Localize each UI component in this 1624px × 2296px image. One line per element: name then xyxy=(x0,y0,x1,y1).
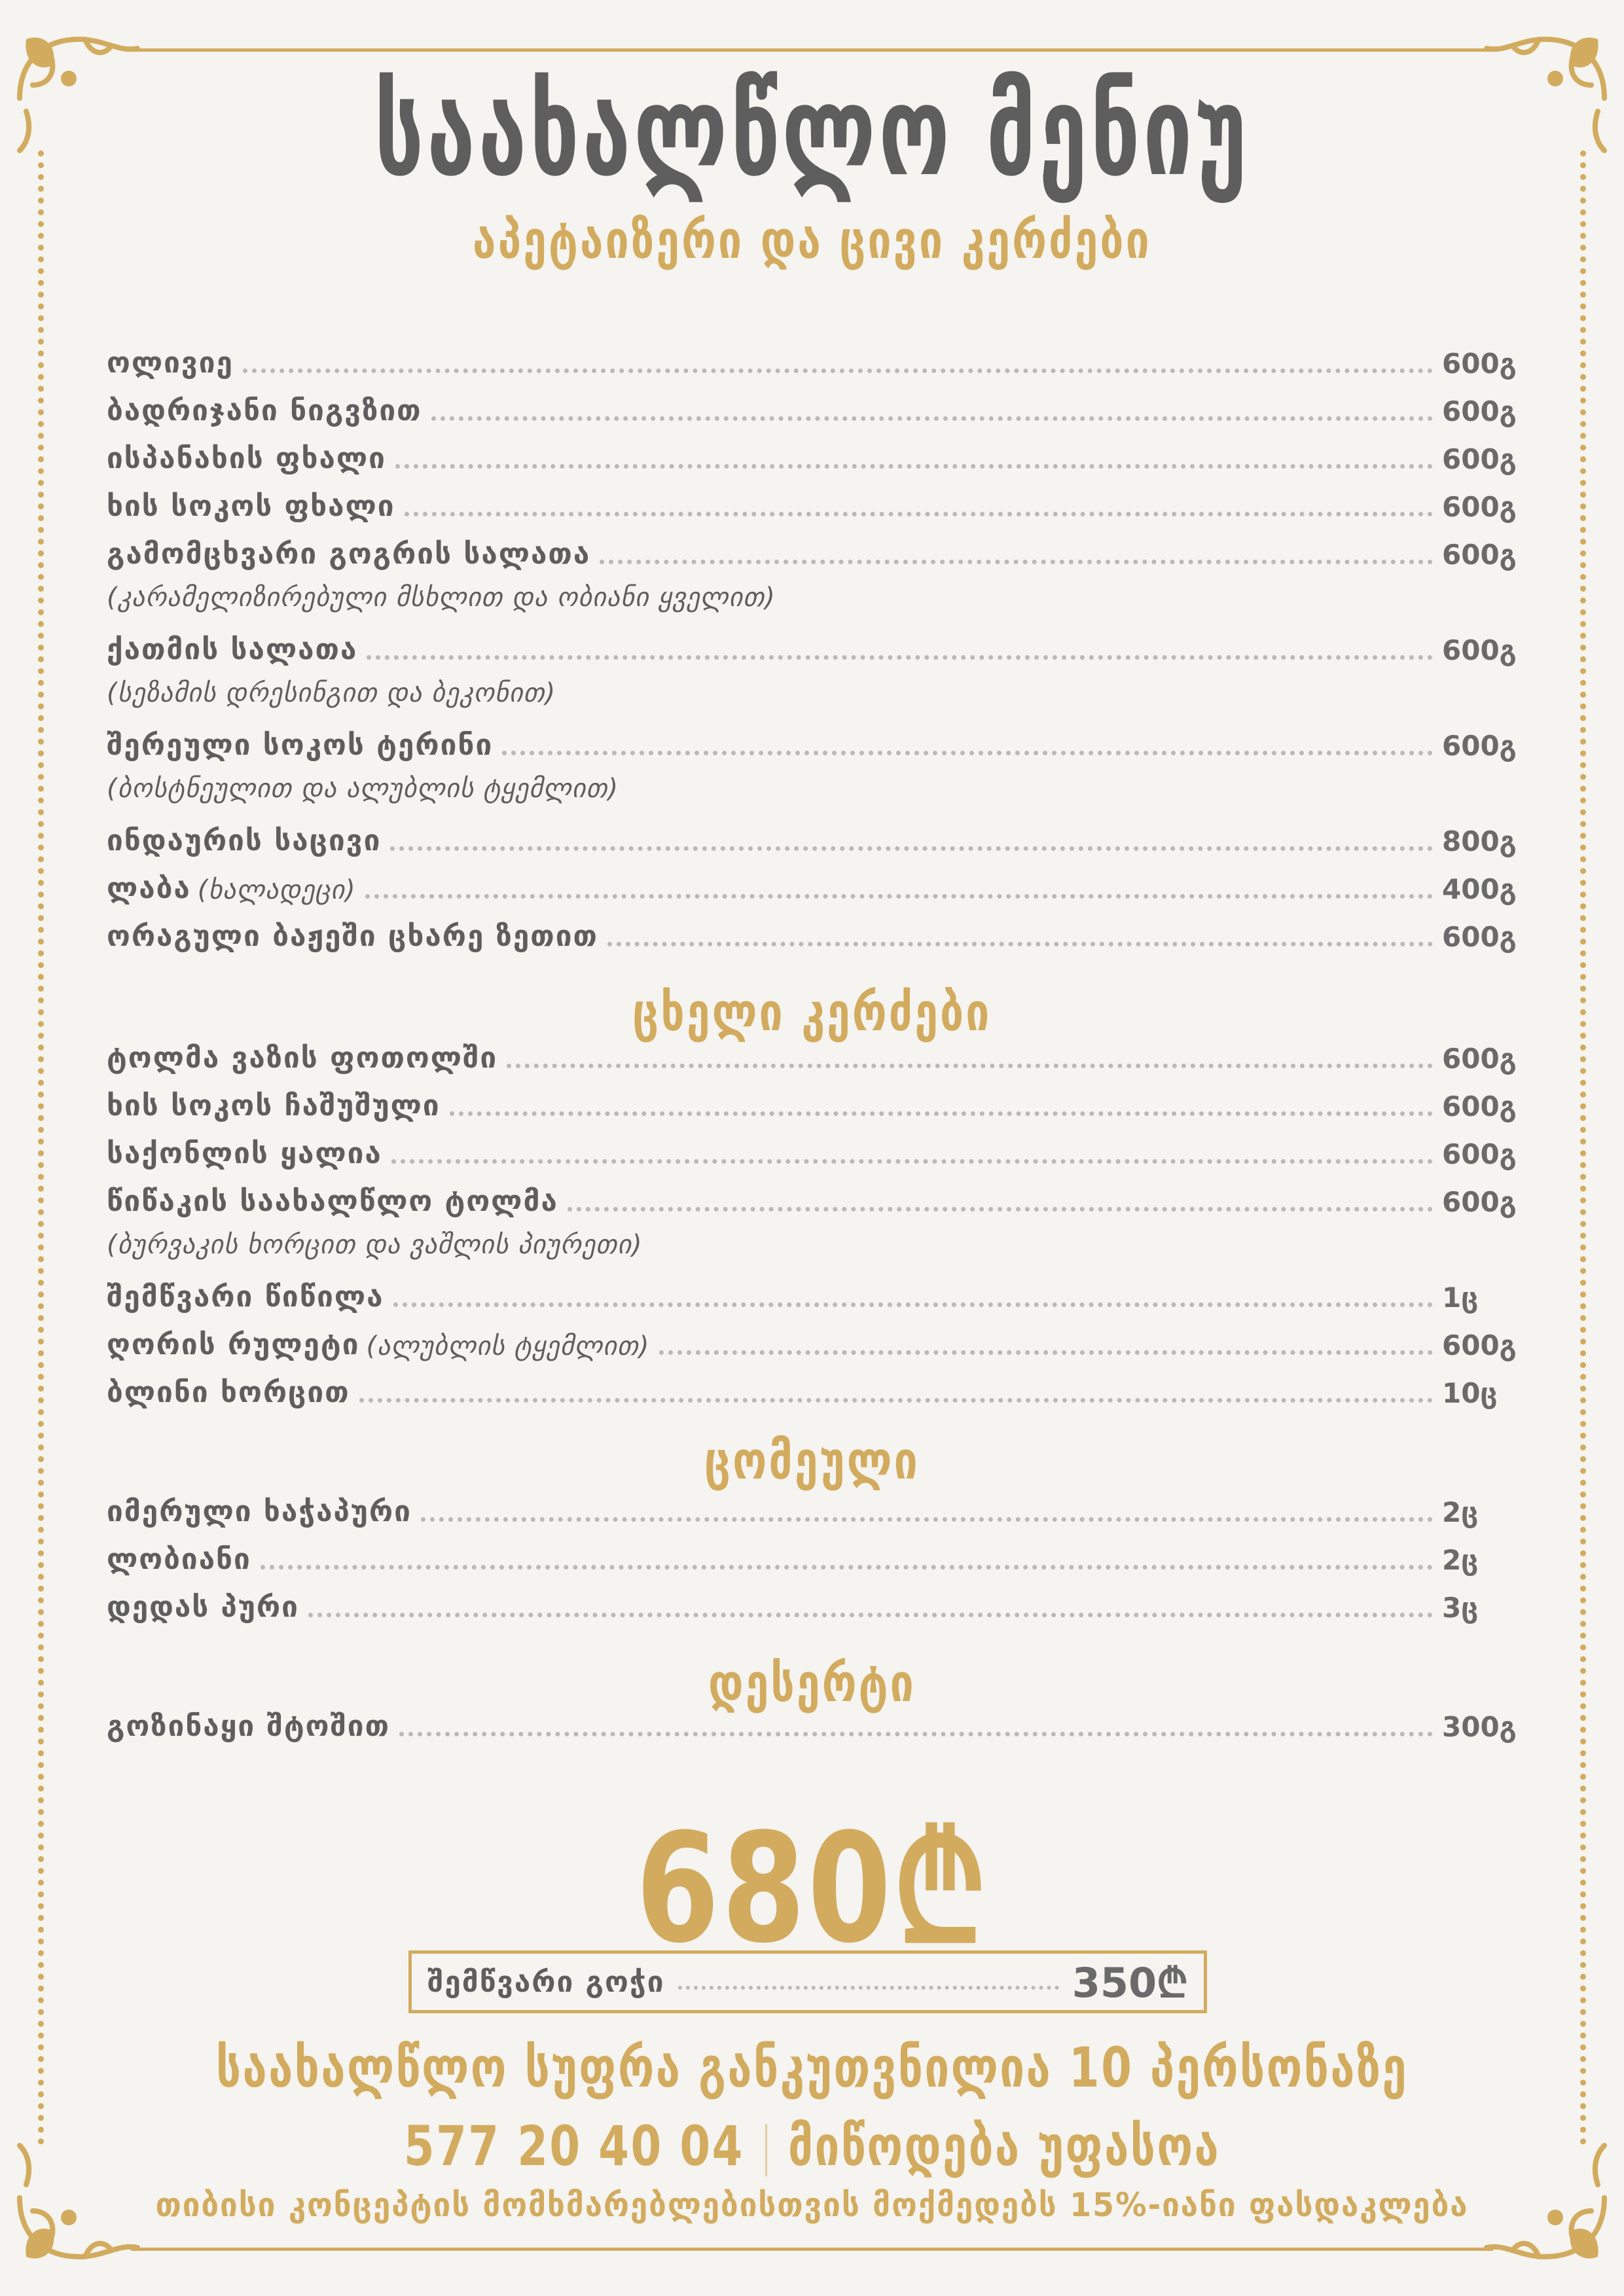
dot-leader xyxy=(405,512,1433,516)
item-price: 600გ xyxy=(1442,1186,1517,1218)
item-price: 600გ xyxy=(1442,634,1517,666)
item-name: დედას პური xyxy=(107,1590,299,1624)
menu-item xyxy=(107,1179,1517,1218)
item-price: 600გ xyxy=(1442,730,1517,762)
dot-leader xyxy=(568,1207,1433,1211)
item-name: ბლინი ხორცით xyxy=(107,1376,350,1409)
item-price: 600გ xyxy=(1442,348,1517,380)
menu-item xyxy=(107,531,1517,571)
item-name: საქონლის ყალია xyxy=(107,1137,382,1170)
section-heading: აპეტაიზერი და ცივი კერძები xyxy=(473,209,1151,270)
extra-item-box xyxy=(408,1950,1207,2013)
item-name: ლაბა xyxy=(107,872,191,905)
dot-leader xyxy=(399,1732,1433,1736)
item-price: 600გ xyxy=(1442,1090,1517,1122)
item-name: ტოლმა ვაზის ფოთოლში xyxy=(107,1041,498,1075)
menu-item xyxy=(107,866,1517,905)
item-name: ინდაურის საცივი xyxy=(107,824,382,857)
item-price: 400გ xyxy=(1442,873,1517,905)
item-name: გამომცხვარი გოგრის სალათა xyxy=(107,537,591,571)
dot-leader xyxy=(395,464,1433,469)
menu-item xyxy=(107,1035,1517,1075)
dot-leader xyxy=(393,1302,1434,1307)
section-heading: ცხელი კერძები xyxy=(632,982,992,1043)
phone-number[interactable]: 577 20 40 04 xyxy=(403,2114,744,2178)
frame-left-line xyxy=(38,151,44,2145)
item-name: ღორის რულეტი xyxy=(107,1328,360,1361)
menu-item xyxy=(107,627,1517,666)
menu-item xyxy=(107,1322,1517,1361)
item-name: იმერული ხაჭაპური xyxy=(107,1495,412,1528)
dot-leader xyxy=(359,1398,1433,1403)
menu-title: საახალწლო მენიუ xyxy=(374,59,1250,204)
menu-item xyxy=(107,436,1517,475)
dot-leader xyxy=(421,1517,1433,1522)
item-name: წიწაკის საახალწლო ტოლმა xyxy=(107,1185,558,1218)
item-name: ისპანახის ფხალი xyxy=(107,442,386,475)
dot-leader xyxy=(390,846,1433,851)
item-price: 300გ xyxy=(1442,1711,1517,1743)
contact-line xyxy=(162,2114,1462,2178)
item-price: 600გ xyxy=(1442,395,1517,427)
total-price: 680₾ xyxy=(636,1802,988,1977)
menu-item xyxy=(107,723,1517,762)
menu-item xyxy=(107,1704,1517,1743)
frame-top-line xyxy=(131,48,1493,52)
item-description: (ბურვაკის ხორცით და ვაშლის პიურეთი) xyxy=(107,1230,643,1260)
item-price: 2ც xyxy=(1442,1544,1479,1576)
menu-item xyxy=(107,914,1517,953)
separator xyxy=(765,2124,767,2176)
item-price: 600გ xyxy=(1442,921,1517,953)
dot-leader xyxy=(450,1111,1433,1116)
item-inline-note: (ხალადეცი) xyxy=(197,875,356,905)
item-price: 600გ xyxy=(1442,1043,1517,1075)
dot-leader xyxy=(391,1159,1433,1164)
menu-item xyxy=(107,1131,1517,1170)
delivery-info: მიწოდება უფასოა xyxy=(787,2114,1221,2178)
discount-info: თიბისი კონცეპტის მომხმარებლებისთვის მოქმედებს 15%-იანი ფასდაკლება xyxy=(155,2186,1469,2224)
corner-ornament-icon xyxy=(7,20,144,157)
dot-leader xyxy=(502,751,1433,755)
item-price: 600გ xyxy=(1442,443,1517,475)
section-heading: დესერტი xyxy=(708,1653,916,1713)
dot-leader xyxy=(261,1565,1433,1570)
dot-leader xyxy=(659,1350,1433,1355)
dot-leader xyxy=(678,1986,1059,1990)
item-name: შემწვარი წიწილა xyxy=(107,1280,384,1314)
dot-leader xyxy=(431,416,1433,421)
item-name: ლობიანი xyxy=(107,1543,251,1576)
dot-leader xyxy=(507,1064,1433,1068)
item-price: 1ც xyxy=(1442,1282,1479,1314)
menu-item xyxy=(107,1537,1514,1576)
item-price: 600გ xyxy=(1442,539,1517,571)
item-name: გოზინაყი შტოშით xyxy=(107,1710,391,1743)
item-description: (ბოსტნეულით და ალუბლის ტყემლით) xyxy=(107,774,619,804)
dot-leader xyxy=(365,894,1433,899)
menu-item xyxy=(107,1083,1517,1122)
menu-item xyxy=(107,818,1517,857)
dot-leader xyxy=(367,655,1433,660)
item-price: 800გ xyxy=(1442,825,1517,857)
dot-leader xyxy=(308,1613,1433,1617)
menu-item xyxy=(107,1274,1514,1314)
section-heading: ცომეული xyxy=(704,1430,920,1491)
item-price: 10ც xyxy=(1442,1377,1498,1409)
dot-leader xyxy=(243,368,1433,373)
item-price: 600გ xyxy=(1442,491,1517,523)
menu-item xyxy=(107,1489,1514,1528)
item-price: 600გ xyxy=(1442,1329,1517,1361)
menu-item xyxy=(107,388,1517,427)
dot-leader xyxy=(600,560,1433,564)
item-name: ბადრიჯანი ნიგვზით xyxy=(107,394,422,427)
frame-bottom-line xyxy=(131,2248,1493,2251)
menu-item xyxy=(107,484,1517,523)
menu-item xyxy=(107,1585,1514,1624)
menu-item xyxy=(107,340,1517,380)
extra-item-price: 350₾ xyxy=(1072,1959,1188,2007)
item-name: ქათმის სალათა xyxy=(107,633,358,666)
item-name: ხის სოკოს ჩაშუშული xyxy=(107,1089,441,1122)
corner-ornament-icon xyxy=(1480,20,1617,157)
dot-leader xyxy=(607,942,1433,946)
extra-item-name: შემწვარი გოჭი xyxy=(427,1965,665,1999)
frame-right-line xyxy=(1580,151,1586,2145)
item-name: შერეული სოკოს ტერინი xyxy=(107,728,494,762)
item-price: 600გ xyxy=(1442,1138,1517,1170)
item-inline-note: (ალუბლის ტყემლით) xyxy=(366,1331,650,1361)
serving-info: საახალწლო სუფრა განკუთვნილია 10 პერსონაზე xyxy=(215,2036,1409,2100)
item-description: (კარამელიზირებული მსხლით და ობიანი ყველით) xyxy=(107,583,776,613)
item-name: ხის სოკოს ფხალი xyxy=(107,490,395,523)
menu-item xyxy=(107,1370,1514,1409)
item-price: 3ც xyxy=(1442,1592,1479,1624)
item-description: (სეზამის დრესინგით და ბეკონით) xyxy=(107,678,556,708)
item-name: ორაგული ბაჟეში ცხარე ზეთით xyxy=(107,920,598,953)
item-name: ოლივიე xyxy=(107,346,234,380)
item-price: 2ც xyxy=(1442,1496,1479,1528)
